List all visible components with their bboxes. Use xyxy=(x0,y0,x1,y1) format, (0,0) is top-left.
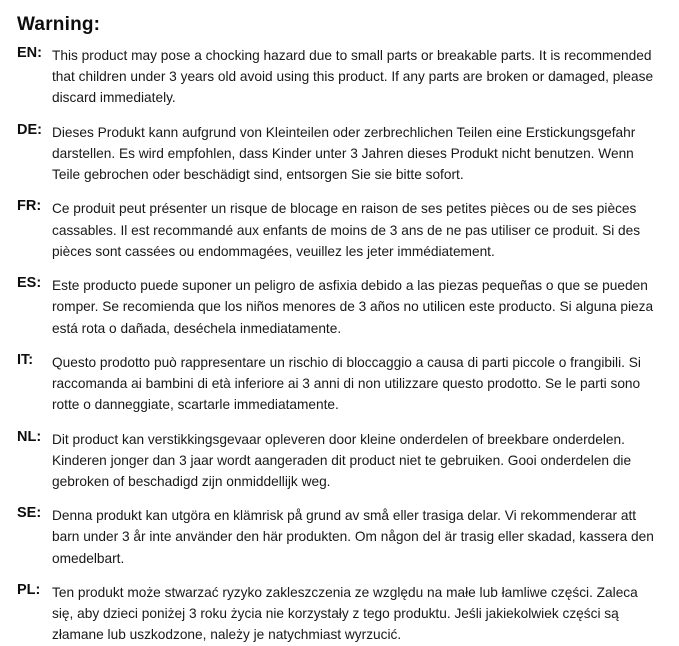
language-code-nl: NL: xyxy=(17,428,42,445)
list-item xyxy=(14,582,661,646)
list-item xyxy=(14,352,661,416)
list-item xyxy=(14,45,661,109)
language-code-it: IT: xyxy=(17,351,34,368)
list-item xyxy=(14,275,661,339)
warning-text-pl: Ten produkt może stwarzać ryzyko zakleszczenia ze względu na małe lub łamliwe części. Zaleca się, aby dzieci poniżej 3 roku życia nie korzystały z tego produktu. Jeśli jakiekolwiek części są złamane lub uszkodzone, należy je natychmiast wyrzucić. xyxy=(52,584,638,643)
language-code-de: DE: xyxy=(17,121,42,138)
language-code-fr: FR: xyxy=(17,198,42,215)
language-code-se: SE: xyxy=(17,505,42,522)
list-item xyxy=(14,429,661,493)
warning-text-de: Dieses Produkt kann aufgrund von Kleinteilen oder zerbrechlichen Teilen eine Erstickungsgefahr darstellen. Es wird empfohlen, dass Kinder unter 3 Jahren dieses Produkt nicht benutzen. Wenn Teile gebrochen oder beschädigt sind, entsorgen Sie sie bitte sofort. xyxy=(52,124,636,183)
warning-text-en: This product may pose a chocking hazard due to small parts or breakable parts. It is recommended that children under 3 years old avoid using this product. If any parts are broken or damaged, please discard immediately. xyxy=(52,48,654,106)
warning-text-it: Questo prodotto può rappresentare un rischio di bloccaggio a causa di parti piccole o frangibili. Si raccomanda ai bambini di età inferiore ai 3 anni di non utilizzare questo prodotto. Se le parti sono rotte o danneggiate, scartarle immediatamente. xyxy=(52,354,641,413)
warning-text-es: Este producto puede suponer un peligro de asfixia debido a las piezas pequeñas o que se pueden romper. Se recomienda que los niños menores de 3 años no utilicen este producto. Si alguna pieza está rota o dañada, deséchela inmediatamente. xyxy=(52,278,654,336)
warning-text-nl: Dit product kan verstikkingsgevaar opleveren door kleine onderdelen of breekbare onderdelen. Kinderen jonger dan 3 jaar wordt aangeraden dit product niet te gebruiken. Gooi onderdelen die gebroken of beschadigd zijn onmiddellijk weg. xyxy=(52,431,632,489)
warning-text-fr: Ce produit peut présenter un risque de blocage en raison de ses petites pièces ou de ses pièces cassables. Il est recommandé aux enfants de moins de 3 ans de ne pas utiliser ce produit. Si des pièces sont cassées ou endommagées, veuillez les jeter immédiatement. xyxy=(52,201,641,259)
language-code-en: EN: xyxy=(17,45,42,61)
list-item xyxy=(14,122,661,186)
warning-list xyxy=(14,45,661,646)
language-code-es: ES: xyxy=(17,275,42,292)
language-code-pl: PL: xyxy=(17,581,41,598)
warning-text-se: Denna produkt kan utgöra en klämrisk på grund av små eller trasiga delar. Vi rekommenderar att barn under 3 år inte använder den här produkten. Om någon del är trasig eller skadad, kassera den omedelbart. xyxy=(52,508,654,566)
list-item xyxy=(14,198,661,262)
page-title: Warning: xyxy=(17,14,101,35)
list-item xyxy=(14,505,661,569)
